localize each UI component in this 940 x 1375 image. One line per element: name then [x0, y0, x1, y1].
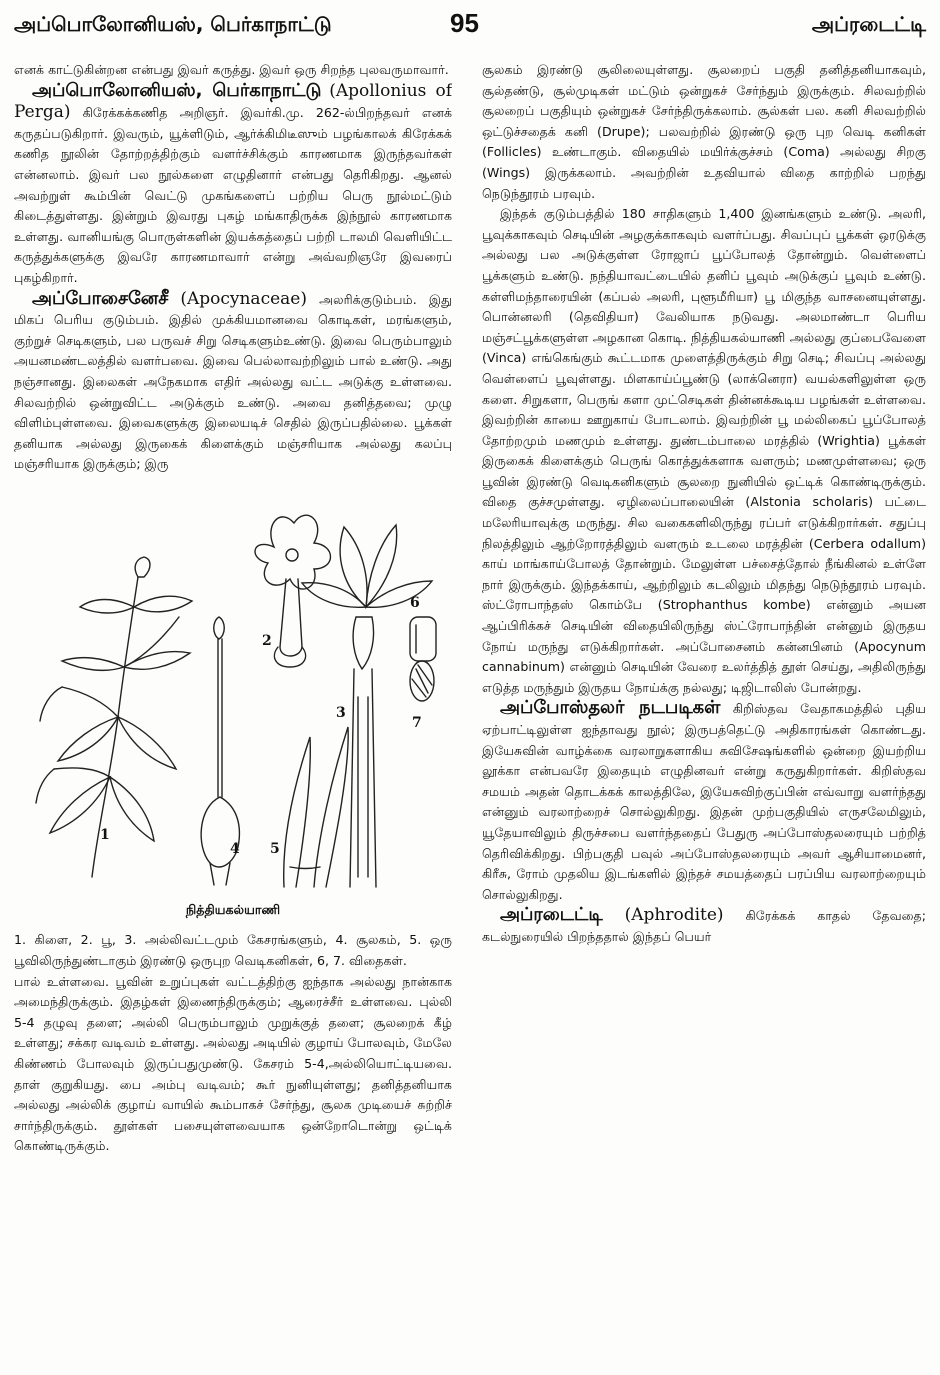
- figure-label-6: 6: [410, 594, 420, 611]
- figure-label-2: 2: [262, 632, 272, 649]
- seeds-figure: [410, 617, 436, 701]
- entry-title: அப்பொலோனியஸ், பெர்காநாட்டு: [32, 79, 322, 101]
- running-head-right: அப்ரடைட்டி: [811, 12, 926, 36]
- paragraph: சூலகம் இரண்டு சூலிலையுள்ளது. சூலறைப் பகுதி தனித்தனியாகவும், சூல்தண்டு, சூல்முடிகள் மட்டும் ஒன்றுகச் சேர்ந்தும் இருக்கும். சிலவற்றில் சூலறைப் பகுதியும் ஒன்றுகச் சேர்ந்திருக்கலாம். சூல்கள் பல. கனி சிலவற்றில் ஒட்டுச்சதைக் கனி (Drupe); பலவற்றில் இரண்டு ஒரு புற வெடி கனிகள் (Follicles) உண்டாகும். விதையில் மயிர்க்குச்சம் (Coma) அல்லது சிறகு (Wings) இருக்கலாம். அவற்றின் உதவியால் விதை காற்றில் பறந்து நெடுந்தூரம் பரவும்.: [482, 62, 926, 201]
- figure-label-1: 1: [100, 826, 110, 843]
- page-number: 95: [450, 8, 479, 38]
- page-header: [14, 8, 926, 48]
- paragraph: இந்தக் குடும்பத்தில் 180 சாதிகளும் 1,400 இனங்களும் உண்டு. அலரி, பூவுக்காகவும் செடியின் அழகுக்காகவும் வளர்ப்பது. சிவப்புப் பூக்கள் ஒரடுக்கு அல்லது பல அடுக்குள்ள ரோஜாப் பூப்போலத் தோன்றும். வெள்ளைப் பூக்களும் உண்டு. நந்தியாவட்டையில் தனிப் பூவும் அடுக்குப் பூவும் உண்டு. கள்ளிமந்தாரையின் (கப்பல் அலரி, புளூமீரியா) பூ மிகுந்த வாசனையுள்ளது. பொன்னலரி (தெவிதியா) வேலியாக நடுவது. அலமாண்டா பெரிய மஞ்சட்பூக்களுள்ள அழகான கொடி. நித்தியகல்யாணி அல்லது குப்பைவேளை (Vinca) எங்கெங்கும் கூட்டமாக முளைத்திருக்கும் சிறு செடி; சிவப்பு அல்லது வெள்ளைப் பூவுள்ளது. மிளகாய்ப்பூண்டு (லாக்னெரா) வயல்களிலுள்ள ஒரு களை. சிறுகளா, பெருங் களா முட்செடிகள் தின்னக்கூடிய பழங்கள் உள்ளவை. இவற்றின் காயை ஊறுகாய் போடலாம். இவற்றின் பூ மல்லிகைப் பூப்போலத் தோற்றமும் மணமும் உள்ளது. துண்டம்பாலை மரத்தில் (Wrightia) பூக்கள் இருகைக் கிளைக்கும் பெருங் கொத்துக்களாக வளரும்; மணமுள்ளவை; ஒரு பூவின் இரண்டு வெடிகனிகளும் சூலறை நுனியில் ஒட்டிக் கொண்டிருக்கும். விதை குச்சமுள்ளது. ஏழிலைப்பாலையின் (Alstonia scholaris) பட்டை மலேரியாவுக்கு மருந்து. சில வகைகளிலிருந்து ரப்பர் எடுக்கிறார்கள். சதுப்பு நிலத்திலும் ஆற்றோரத்திலும் வளரும் உடலை மரத்தின் (Cerbera odallum) காய் மாங்காய்போலத் தோன்றும். மேலுள்ள பச்சைத்தோல் நீங்கினல் உள்ளே நார் இருக்கும். இந்தக்காய், ஆற்றிலும் கடலிலும் மிதந்து நெடுந்தூரம் பரவும். ஸ்ட்ரோபாந்தஸ் கொம்பே (Strophanthus kombe) என்னும் அயன ஆப்பிரிக்கச் செடியின் விதையிலிருந்து ஸ்ட்ரோபாந்தின் என்னும் இருதய நோய் மருந்து எடுக்கிறார்கள். அப்போசைனம் கன்னபினம் (Apocynum cannabinum) என்னும் செடியின் வேரை உலர்த்தித் தூள் செய்து, அதிலிருந்து எடுத்த மருந்தும் இருதய நோய்க்கு நல்லது; டிஜிடாலிஸ் போன்றது.: [482, 206, 926, 695]
- botanical-illustration: [14, 497, 452, 892]
- entry-body: அலரிக்குடும்பம். இது மிகப் பெரிய குடும்பம். இதில் முக்கியமானவை கொடிகள், மரங்களும், குற்றுச் செடிகளும், பல பருவச் சிறு செடிகளும்உண்டு. இவை பெரும்பாலும் அயனமண்டலத்தில் வளர்பவை. இவை பெல்லாவற்றிலும் பால் உண்டு. அது நஞ்சானது. இலைகள் அநேகமாக எதிர் அல்லது வட்ட அடுக்கு உள்ளவை. சிலவற்றில் ஒன்றுவிட்ட அடுக்கும் உண்டு. அவை தனித்தவை; முழு விளிம்புள்ளவை. இவைகளுக்கு இலையடிச் செதில் இருப்பதில்லை. பூக்கள் தனியாக அல்லது இருகைக் கிளைக்கும் மஞ்சரியாக அல்லது கலப்பு மஞ்சரியாக இருக்கும்; இரு: [14, 291, 452, 472]
- entry-latin-name: (Apollonius of Perga): [14, 80, 452, 123]
- entry-title: அப்போஸ்தலர் நடபடிகள்: [500, 697, 721, 719]
- entry-body: கிரேக்கக் காதல் தேவதை; கடல்நுரையில் பிறந்ததால் இந்தப் பெயர்: [482, 908, 926, 944]
- entry-latin-name: (Aphrodite): [624, 905, 724, 926]
- follicles-figure: [284, 727, 348, 887]
- figure-label-3: 3: [336, 704, 346, 721]
- entry-body: கிறிஸ்தவ வேதாகமத்தில் புதிய ஏற்பாட்டிலுள்ள ஐந்தாவது நூல்; இருபத்தெட்டு அதிகாரங்கள் கொண்டது. இயேசுவின் வாழ்க்கை வரலாறுகளாகிய சுவிசேஷங்களில் ஒன்றை இயற்றிய லூக்கா என்பவரே இதையும் எழுதினவர் என்று கருதுகிறார்கள். கிறிஸ்தவ சமயம் அதன் தொடக்கக் காலத்திலே, இயேசுவிற்குப்பின் எவ்வாறு வளர்ந்தது என்னும் வரலாற்றைச் சொல்லுகிறது. இதன் முற்பகுதியில் எருசலேமிலும், யூதேயாவிலும் திருச்சபை வளர்ந்ததைப் பேதுரு அப்போஸ்தலரையும் பற்றித் தெரிவிக்கிறது. பிற்பகுதி பவுல் அப்போஸ்தலரையும் அவர் ஆசியாமைனர், கிரீசு, ரோம் முதலிய இடங்களில் இந்தச் சமயத்தைப் பரப்பிய வரலாற்றையும் சொல்லுகிறது.: [482, 701, 926, 902]
- entry-acts-of-apostles: [482, 698, 926, 905]
- figure-label-7: 7: [412, 714, 422, 731]
- entry-title: அப்போசைனேசீ: [32, 287, 169, 309]
- entry-latin-name: (Apocynaceae): [180, 288, 307, 309]
- figure-caption: 1. கிளை, 2. பூ, 3. அல்லிவட்டமும் கேசரங்களும், 4. சூலகம், 5. ஒரு பூவிலிருந்துண்டாகும் இரண்டு ஒருபுற வெடிகனிகள், 6, 7. விதைகள்.: [14, 932, 452, 969]
- figure-label-4: 4: [230, 840, 240, 857]
- entry-body: கிரேக்கக்கணித அறிஞர். இவர்கி.மு. 262-ல்பிறந்தவர் எனக் கருதப்படுகிறார். இவரும், யூக்ளிடும், ஆர்க்கிமிடீஸும் பழங்காலக் கிரேக்கக் கணித நூலின் தோற்றத்திற்கும் வளர்ச்சிக்கும் காரணமாக இருந்தவர்கள் என்னலாம். இவர் பல நூல்களை எழுதினார் என்பது தெரிகிறது. ஆனல் அவற்றுள் கூம்பின் வெட்டு முகங்களைப் பற்றிய பெரு நூல்மட்டும் கிடைத்துள்ளது. இன்றும் இவரது புகழ் மங்காதிருக்க இந்நூல் காரணமாக உள்ளது. வானியங்கு பொருள்களின் இயக்கத்தைப் பற்றி டாலமி வெளியிட்ட கருத்துக்களுக்கு இவரே காரணமாவார் என்று அவ்வறிஞரே இவரைப் புகழ்கிறார்.: [14, 105, 452, 285]
- figure-title: நித்தியகல்யாணி: [185, 901, 281, 917]
- right-column: [482, 60, 926, 1370]
- entry-title: அப்ரடைட்டி: [500, 904, 603, 926]
- running-head-left: அப்பொலோனியஸ், பெர்காநாட்டு: [14, 12, 332, 36]
- paragraph: எனக் காட்டுகின்றன என்பது இவர் கருத்து. இவர் ஒரு சிறந்த புலவருமாவார்.: [14, 62, 449, 77]
- branch-figure: [36, 557, 192, 877]
- figure-label-5: 5: [270, 840, 280, 857]
- periwinkle-drawing: [14, 497, 452, 892]
- left-column: [14, 60, 452, 1360]
- entry-aphrodite: [482, 905, 926, 947]
- entry-apocynaceae: [14, 289, 452, 475]
- paragraph: பால் உள்ளவை. பூவின் உறுப்புகள் வட்டத்திற்கு ஐந்தாக அல்லது நான்காக அமைந்திருக்கும். இதழ்கள் இணைந்திருக்கும்; ஆரைச்சீர் உள்ளவை. புல்லி 5-4 தழுவு தளை; அல்லி பெரும்பாலும் முறுக்குத் தளை; சூலறைக் கீழ் உள்ளது; சக்கர வடிவம் உள்ளது. அல்லது அடியில் குழாய் போலவும், மேலே கிண்ணம் போலவும் இருப்பதுமுண்டு. கேசரம் 5-4,அல்லியொட்டியவை. தாள் குறுகியது. பை அம்பு வடிவம்; கூர் நுனியுள்ளது; தனித்தனியாக அல்லது அல்லிக் குழாய் வாயில் கூம்பாகச் சேர்ந்து, சூலக முடியைச் சுற்றிச் சார்ந்திருக்கும். தூள்கள் பசையுள்ளவையாக ஒன்றோடொன்று ஒட்டிக் கொண்டிருக்கும்.: [14, 973, 452, 1154]
- entry-apollonius: [14, 81, 452, 289]
